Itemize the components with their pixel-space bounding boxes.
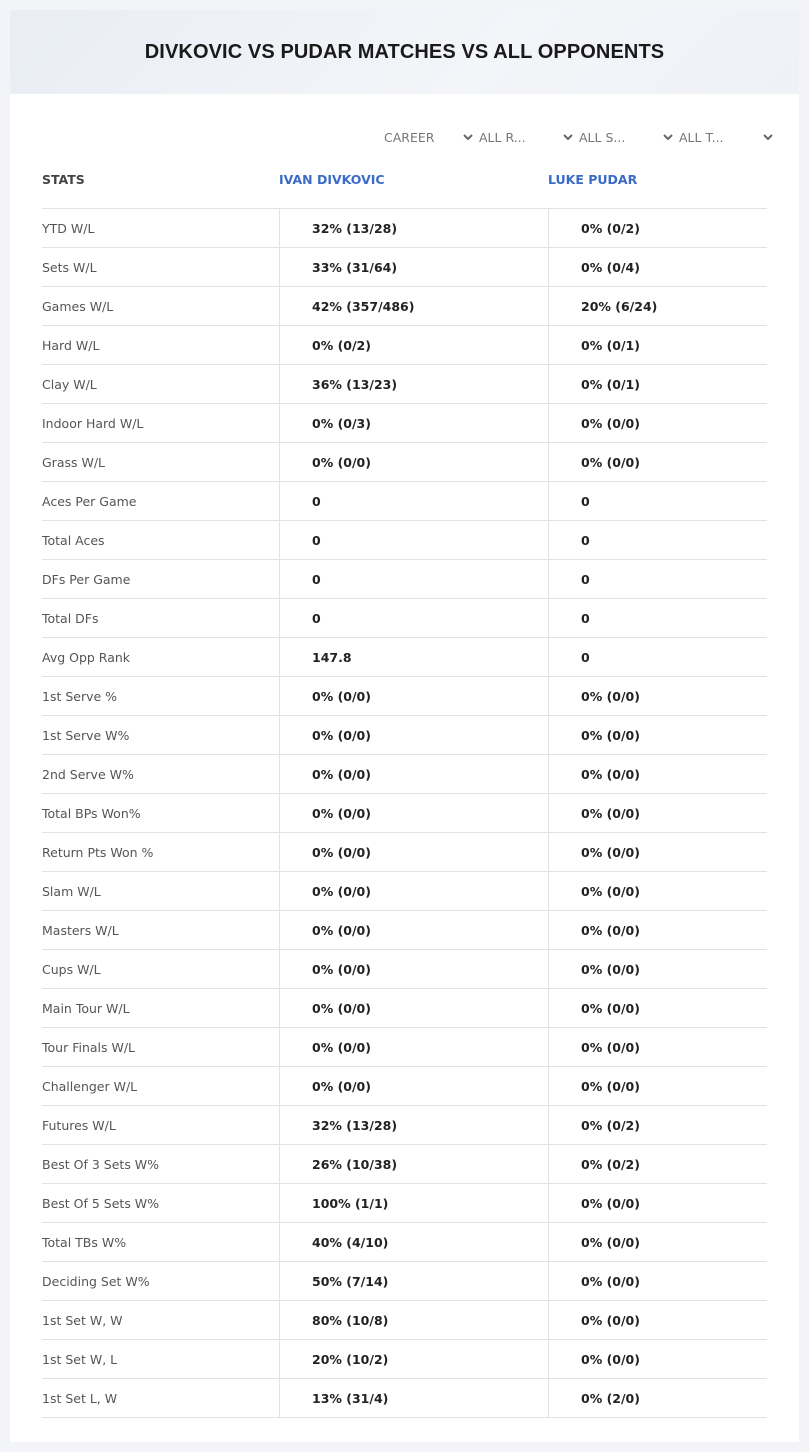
player2-stat-value: 0% (0/0) <box>548 1028 767 1066</box>
table-row <box>42 560 767 599</box>
chevron-down-icon <box>762 131 774 143</box>
player1-stat-value: 0% (0/0) <box>279 872 548 910</box>
player2-stat-value: 0% (2/0) <box>548 1379 767 1417</box>
player1-stat-value: 0% (0/0) <box>279 755 548 793</box>
table-row <box>42 638 767 677</box>
stats-table-body <box>42 208 767 1418</box>
player1-stat-value: 0% (0/0) <box>279 1067 548 1105</box>
player2-stat-value: 0% (0/0) <box>548 911 767 949</box>
stat-label: Masters W/L <box>42 923 119 938</box>
table-row <box>42 482 767 521</box>
stat-label: 1st Set W, L <box>42 1352 118 1367</box>
filter-surface-value: ALL S... <box>579 129 626 145</box>
player1-stat-value: 0% (0/0) <box>279 677 548 715</box>
table-row <box>42 326 767 365</box>
stats-card <box>10 10 799 1442</box>
player2-stat-value: 0% (0/0) <box>548 1262 767 1300</box>
filter-period-value: CAREER <box>384 129 435 145</box>
table-row <box>42 1301 767 1340</box>
stat-label: Avg Opp Rank <box>42 650 131 665</box>
player1-stat-value: 0% (0/0) <box>279 911 548 949</box>
player2-stat-value: 20% (6/24) <box>548 287 767 325</box>
stat-label: Total TBs W% <box>42 1235 127 1250</box>
chevron-down-icon <box>462 131 474 143</box>
stat-label: 1st Set L, W <box>42 1391 118 1406</box>
player2-stat-value: 0% (0/0) <box>548 794 767 832</box>
player2-stat-value: 0% (0/0) <box>548 404 767 442</box>
table-row <box>42 1184 767 1223</box>
player1-stat-value: 0% (0/0) <box>279 1028 548 1066</box>
player1-stat-value: 0% (0/3) <box>279 404 548 442</box>
player1-stat-value: 33% (31/64) <box>279 248 548 286</box>
stat-label: Indoor Hard W/L <box>42 416 144 431</box>
player1-stat-value: 0% (0/0) <box>279 833 548 871</box>
player2-stat-value: 0 <box>548 521 767 559</box>
player1-stat-value: 26% (10/38) <box>279 1145 548 1183</box>
stat-label: Total DFs <box>42 611 99 626</box>
table-row <box>42 716 767 755</box>
player2-stat-value: 0% (0/0) <box>548 716 767 754</box>
stat-label: YTD W/L <box>42 221 95 236</box>
table-row <box>42 1379 767 1418</box>
player2-stat-value: 0% (0/0) <box>548 443 767 481</box>
player2-stat-value: 0 <box>548 482 767 520</box>
table-row <box>42 755 767 794</box>
table-row <box>42 1067 767 1106</box>
table-row <box>42 1340 767 1379</box>
stat-label: Sets W/L <box>42 260 97 275</box>
player1-stat-value: 42% (357/486) <box>279 287 548 325</box>
filter-surface-select[interactable] <box>579 126 674 148</box>
filter-bar <box>380 126 770 148</box>
stat-label: Tour Finals W/L <box>42 1040 136 1055</box>
player2-stat-value: 0% (0/0) <box>548 1340 767 1378</box>
filter-period-select[interactable] <box>384 126 474 148</box>
player1-stat-value: 32% (13/28) <box>279 209 548 247</box>
player1-stat-value: 0 <box>279 599 548 637</box>
player1-stat-value: 13% (31/4) <box>279 1379 548 1417</box>
player1-stat-value: 100% (1/1) <box>279 1184 548 1222</box>
table-row <box>42 911 767 950</box>
stat-label: 1st Serve % <box>42 689 118 704</box>
table-row <box>42 833 767 872</box>
player1-stat-value: 0% (0/0) <box>279 716 548 754</box>
stat-label: Cups W/L <box>42 962 101 977</box>
player2-stat-value: 0% (0/0) <box>548 1301 767 1339</box>
column-header-stats: STATS <box>42 172 85 187</box>
player2-stat-value: 0 <box>548 599 767 637</box>
table-row <box>42 521 767 560</box>
table-row <box>42 365 767 404</box>
chevron-down-icon <box>562 131 574 143</box>
card-header <box>10 10 799 94</box>
filter-tournament-select[interactable] <box>679 126 774 148</box>
stat-label: Clay W/L <box>42 377 97 392</box>
player2-stat-value: 0% (0/4) <box>548 248 767 286</box>
stat-label: Slam W/L <box>42 884 101 899</box>
player2-stat-value: 0% (0/0) <box>548 1184 767 1222</box>
table-row <box>42 677 767 716</box>
stat-label: 2nd Serve W% <box>42 767 134 782</box>
table-row <box>42 872 767 911</box>
stat-label: Futures W/L <box>42 1118 116 1133</box>
filter-tournament-value: ALL T... <box>679 129 724 145</box>
player1-stat-value: 0 <box>279 482 548 520</box>
player2-stat-value: 0 <box>548 560 767 598</box>
table-row <box>42 599 767 638</box>
chevron-down-icon <box>662 131 674 143</box>
stat-label: Total Aces <box>42 533 105 548</box>
player1-stat-value: 40% (4/10) <box>279 1223 548 1261</box>
player1-stat-value: 0 <box>279 560 548 598</box>
table-header <box>42 170 767 208</box>
player1-stat-value: 36% (13/23) <box>279 365 548 403</box>
stat-label: DFs Per Game <box>42 572 131 587</box>
stat-label: Main Tour W/L <box>42 1001 130 1016</box>
player2-stat-value: 0% (0/2) <box>548 1106 767 1144</box>
stat-label: Challenger W/L <box>42 1079 138 1094</box>
table-row <box>42 989 767 1028</box>
player1-stat-value: 0% (0/0) <box>279 794 548 832</box>
player1-stat-value: 50% (7/14) <box>279 1262 548 1300</box>
stat-label: Best Of 3 Sets W% <box>42 1157 160 1172</box>
stat-label: Best Of 5 Sets W% <box>42 1196 160 1211</box>
player2-stat-value: 0% (0/0) <box>548 677 767 715</box>
table-row <box>42 443 767 482</box>
player1-stat-value: 0 <box>279 521 548 559</box>
player1-stat-value: 0% (0/2) <box>279 326 548 364</box>
player2-stat-value: 0% (0/0) <box>548 833 767 871</box>
table-row <box>42 1145 767 1184</box>
player2-stat-value: 0% (0/1) <box>548 365 767 403</box>
stat-label: Hard W/L <box>42 338 100 353</box>
player1-stat-value: 20% (10/2) <box>279 1340 548 1378</box>
player1-stat-value: 32% (13/28) <box>279 1106 548 1144</box>
player2-stat-value: 0% (0/2) <box>548 209 767 247</box>
player2-stat-value: 0% (0/0) <box>548 755 767 793</box>
player2-stat-value: 0 <box>548 638 767 676</box>
player1-stat-value: 0% (0/0) <box>279 950 548 988</box>
player1-stat-value: 147.8 <box>279 638 548 676</box>
table-row <box>42 794 767 833</box>
stat-label: 1st Set W, W <box>42 1313 123 1328</box>
player2-stat-value: 0% (0/0) <box>548 950 767 988</box>
stat-label: Deciding Set W% <box>42 1274 150 1289</box>
stat-label: Aces Per Game <box>42 494 137 509</box>
table-row <box>42 404 767 443</box>
filter-round-select[interactable] <box>479 126 574 148</box>
page-title: DIVKOVIC VS PUDAR MATCHES VS ALL OPPONENTS <box>144 40 665 63</box>
stat-label: Games W/L <box>42 299 114 314</box>
table-row <box>42 209 767 248</box>
player2-stat-value: 0% (0/0) <box>548 1067 767 1105</box>
player1-stat-value: 0% (0/0) <box>279 443 548 481</box>
player1-stat-value: 0% (0/0) <box>279 989 548 1027</box>
stat-label: Grass W/L <box>42 455 106 470</box>
table-row <box>42 1028 767 1067</box>
table-row <box>42 287 767 326</box>
filter-round-value: ALL R... <box>479 129 526 145</box>
stat-label: Total BPs Won% <box>42 806 141 821</box>
player2-stat-value: 0% (0/0) <box>548 872 767 910</box>
player2-stat-value: 0% (0/1) <box>548 326 767 364</box>
column-header-player2-link[interactable]: LUKE PUDAR <box>548 172 638 187</box>
player1-stat-value: 80% (10/8) <box>279 1301 548 1339</box>
stat-label: 1st Serve W% <box>42 728 130 743</box>
player2-stat-value: 0% (0/0) <box>548 1223 767 1261</box>
column-header-player1-link[interactable]: IVAN DIVKOVIC <box>279 172 385 187</box>
table-row <box>42 248 767 287</box>
table-row <box>42 1262 767 1301</box>
table-row <box>42 1106 767 1145</box>
player2-stat-value: 0% (0/2) <box>548 1145 767 1183</box>
player2-stat-value: 0% (0/0) <box>548 989 767 1027</box>
table-row <box>42 950 767 989</box>
table-row <box>42 1223 767 1262</box>
stat-label: Return Pts Won % <box>42 845 154 860</box>
